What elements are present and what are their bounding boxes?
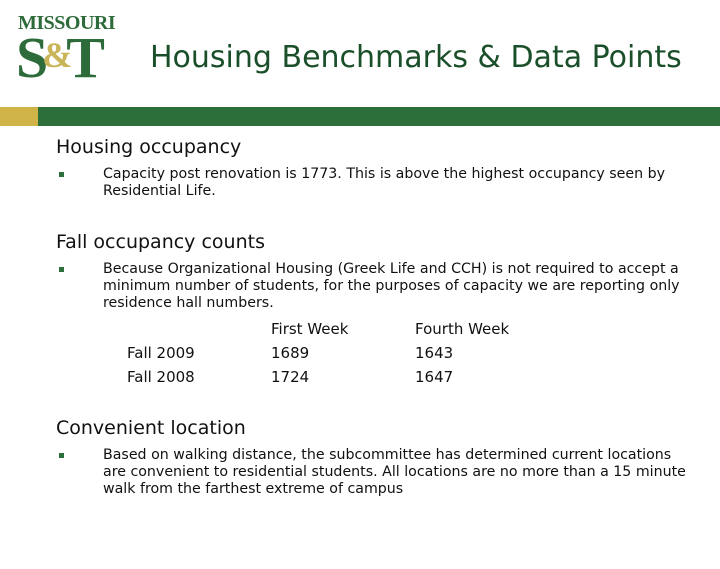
logo-mark bbox=[16, 26, 102, 97]
logo-top-text: MISSOURI bbox=[18, 12, 116, 34]
header-divider-bar bbox=[38, 107, 720, 126]
bullet-icon bbox=[59, 172, 64, 177]
section-text-housing-occupancy: Capacity post renovation is 1773. This is above the highest occupancy seen by Residential Life. bbox=[103, 166, 666, 199]
bullet-icon bbox=[59, 267, 64, 272]
university-logo bbox=[16, 12, 116, 90]
table-cell: 1643 bbox=[415, 344, 454, 362]
section-heading-fall-occupancy: Fall occupancy counts bbox=[56, 231, 265, 253]
logo-letter-s: S bbox=[16, 25, 46, 90]
logo-letter-t: T bbox=[66, 25, 102, 90]
section-heading-housing-occupancy: Housing occupancy bbox=[56, 136, 242, 158]
table-row-label: Fall 2009 bbox=[127, 344, 195, 362]
table-row-label: Fall 2008 bbox=[127, 368, 195, 386]
logo-ampersand: & bbox=[42, 35, 70, 75]
table-cell: 1724 bbox=[271, 368, 310, 386]
slide-title: Housing Benchmarks & Data Points bbox=[150, 40, 682, 75]
section-heading-convenient-location: Convenient location bbox=[56, 417, 246, 439]
table-header-first-week: First Week bbox=[271, 320, 349, 338]
header-accent-block bbox=[0, 107, 38, 126]
table-cell: 1689 bbox=[271, 344, 310, 362]
section-text-convenient-location: Based on walking distance, the subcommittee has determined current locations are convenient to residential students. All locations are no more than a 15 minute walk from the farthest extreme of campus bbox=[103, 447, 686, 497]
bullet-icon bbox=[59, 453, 64, 458]
table-header-fourth-week: Fourth Week bbox=[415, 320, 510, 338]
section-text-fall-occupancy: Because Organizational Housing (Greek Life and CCH) is not required to accept a minimum number of students, for the purposes of capacity we are reporting only residence hall numbers. bbox=[103, 261, 680, 311]
table-cell: 1647 bbox=[415, 368, 454, 386]
